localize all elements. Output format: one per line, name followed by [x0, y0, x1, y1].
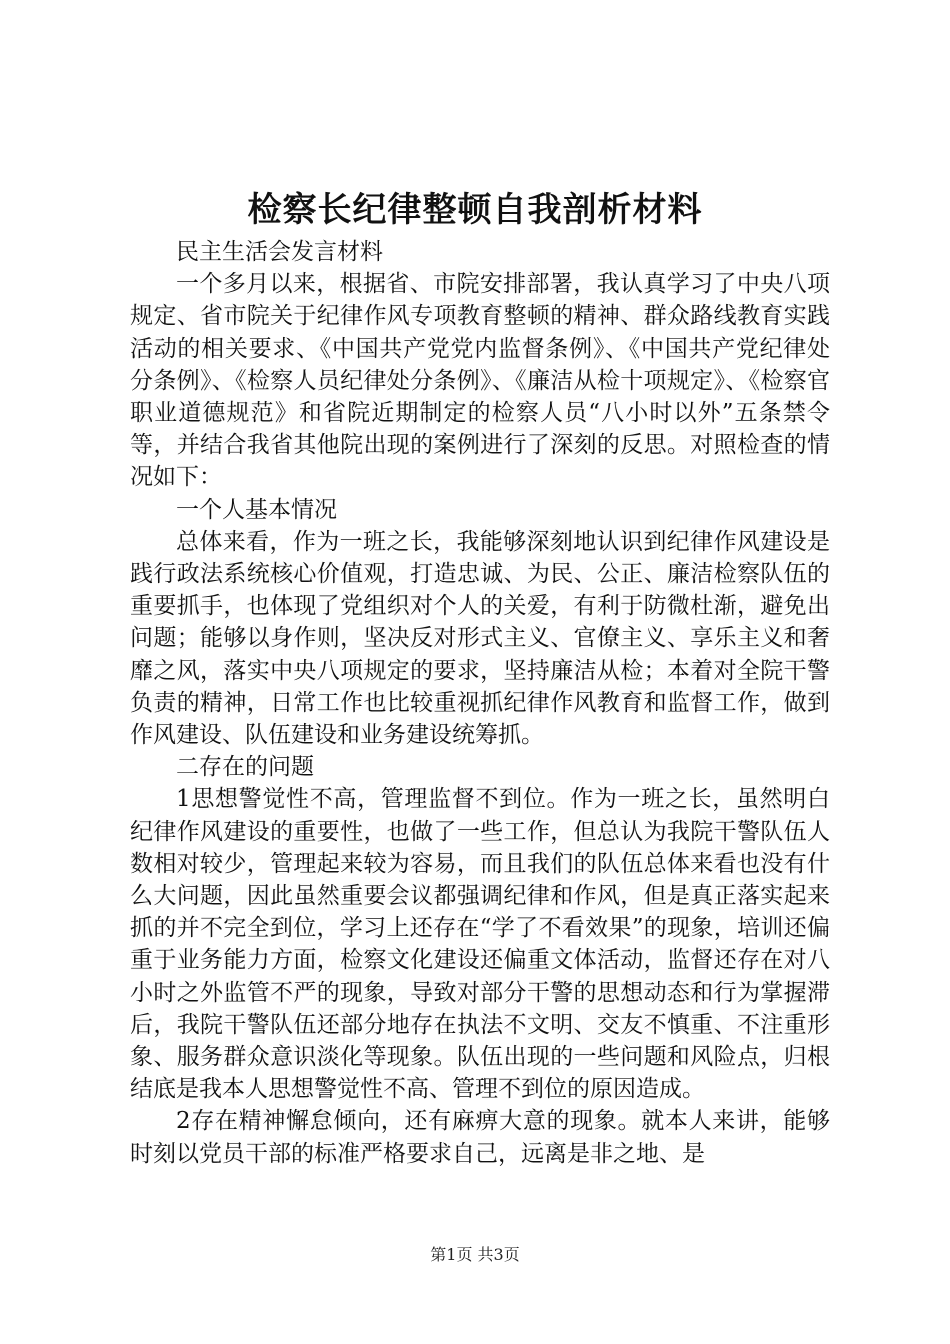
- paragraph-intro: 一个多月以来，根据省、市院安排部署，我认真学习了中央八项规定、省市院关于纪律作风专项教育整顿的精神、群众路线教育实践活动的相关要求、《中国共产党党内监督条例》、《中国共产党纪律处分条例》、《检察人员纪律处分条例》、《廉洁从检十项规定》、《检察官职业道德规范》和省院近期制定的检察人员“八小时以外”五条禁令等，并结合我省其他院出现的案例进行了深刻的反思。对照检查的情况如下：: [130, 271, 830, 491]
- section-heading-problems: 二存在的问题: [176, 754, 314, 781]
- paragraph-subtitle: 民主生活会发言材料: [176, 239, 383, 265]
- paragraph-problem-1: 1思想警觉性不高，管理监督不到位。作为一班之长，虽然明白纪律作风建设的重要性，也做了一些工作，但总认为我院干警队伍人数相对较少，管理起来较为容易，而且我们的队伍总体来看也没有什么大问题，因此虽然重要会议都强调纪律和作风，但是真正落实起来抓的并不完全到位，学习上还存在“学了不看效果”的现象，培训还偏重于业务能力方面，检察文化建设还偏重文体活动，监督还存在对八小时之外监管不严的现象，导致对部分干警的思想动态和行为掌握滞后，我院干警队伍还部分地存在执法不文明、交友不慎重、不注重形象、服务群众意识淡化等现象。队伍出现的一些问题和风险点，归根结底是我本人思想警觉性不高、管理不到位的原因造成。: [130, 786, 830, 1103]
- section-heading-basic-situation: 一个人基本情况: [176, 496, 337, 523]
- page-number-footer: 第1页 共3页: [430, 1245, 520, 1264]
- document-title: 检察长纪律整顿自我剖析材料: [247, 190, 703, 230]
- paragraph-basic-situation: 总体来看，作为一班之长，我能够深刻地认识到纪律作风建设是践行政法系统核心价值观，打造忠诚、为民、公正、廉洁检察队伍的重要抓手，也体现了党组织对个人的关爱，有利于防微杜渐，避免出问题；能够以身作则，坚决反对形式主义、官僚主义、享乐主义和奢靡之风，落实中央八项规定的要求，坚持廉洁从检；本着对全院干警负责的精神，日常工作也比较重视抓纪律作风教育和监督工作，做到作风建设、队伍建设和业务建设统筹抓。: [130, 528, 830, 749]
- paragraph-problem-2: 2存在精神懈怠倾向，还有麻痹大意的现象。就本人来讲，能够时刻以党员干部的标准严格要求自己，远离是非之地、是: [130, 1108, 830, 1167]
- document-body: [130, 236, 830, 1170]
